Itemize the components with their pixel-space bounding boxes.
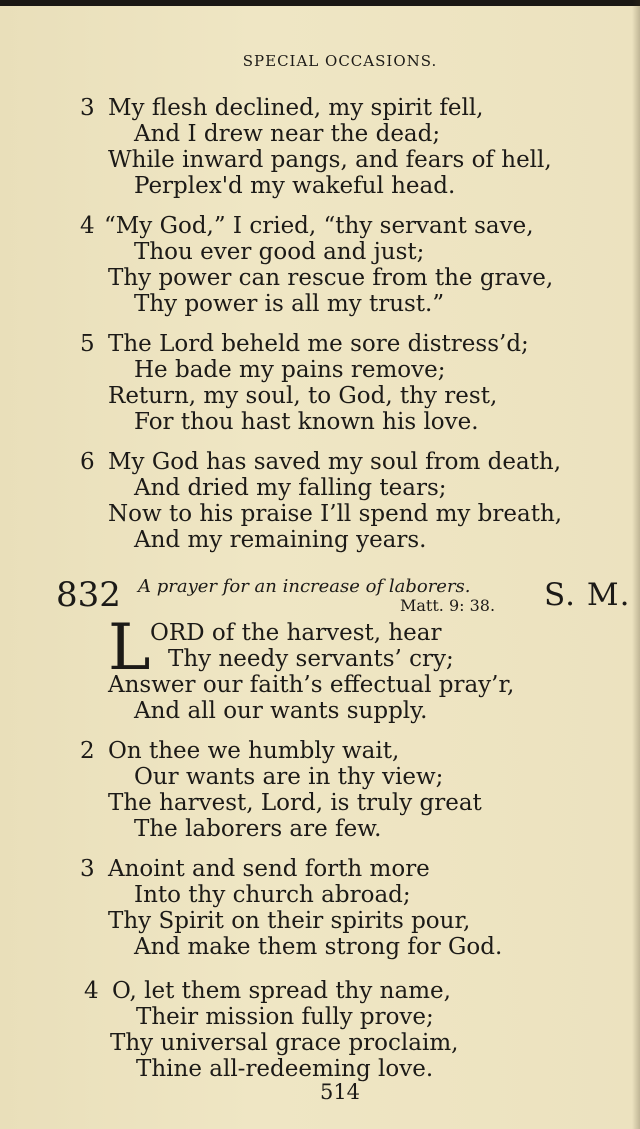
verse-line: The harvest, Lord, is truly great	[108, 790, 482, 816]
verse-line: Thy power is all my trust.”	[134, 291, 445, 317]
page-number: 514	[319, 1080, 361, 1104]
verse-line: And dried my falling tears;	[134, 475, 447, 501]
verse-line: Perplex'd my wakeful head.	[134, 173, 456, 199]
drop-cap: L	[108, 611, 151, 685]
verse-line: Our wants are in thy view;	[134, 764, 444, 790]
scripture-reference: Matt. 9: 38.	[400, 596, 496, 615]
verse-line: My flesh declined, my spirit fell,	[108, 95, 484, 121]
verse-line: And my remaining years.	[134, 527, 427, 553]
verse-line: “My God,” I cried, “thy servant save,	[104, 213, 534, 239]
verse-line: While inward pangs, and fears of hell,	[108, 147, 552, 173]
verse-line: The Lord beheld me sore distress’d;	[108, 331, 529, 357]
verse-line: He bade my pains remove;	[134, 357, 446, 383]
verse-number: 5	[80, 331, 95, 357]
verse-line: The laborers are few.	[134, 816, 382, 842]
page-right-edge	[632, 0, 640, 1129]
verse-line: Thine all-redeeming love.	[136, 1056, 434, 1082]
verse-line: On thee we humbly wait,	[108, 738, 400, 764]
hymn-meter: S. M.	[544, 577, 631, 613]
verse-number: 3	[80, 856, 95, 882]
verse-number: 3	[80, 95, 95, 121]
running-header: SPECIAL OCCASIONS.	[242, 52, 438, 70]
verse-line: Thy needy servants’ cry;	[168, 646, 454, 672]
verse-number: 4	[84, 978, 99, 1004]
verse-line: And I drew near the dead;	[134, 121, 441, 147]
verse-line: Now to his praise I’ll spend my breath,	[108, 501, 563, 527]
hymn-title: A prayer for an increase of laborers.	[138, 576, 471, 597]
verse-line: Thy Spirit on their spirits pour,	[108, 908, 471, 934]
verse-line: O, let them spread thy name,	[112, 978, 451, 1004]
verse-line: And all our wants supply.	[134, 698, 428, 724]
verse-line: Return, my soul, to God, thy rest,	[108, 383, 498, 409]
verse-number: 6	[80, 449, 95, 475]
verse-line: Into thy church abroad;	[134, 882, 411, 908]
verse-line: For thou hast known his love.	[134, 409, 479, 435]
verse-line: Answer our faith’s effectual pray’r,	[108, 672, 515, 698]
verse-line: Their mission fully prove;	[136, 1004, 434, 1030]
verse-line: My God has saved my soul from death,	[108, 449, 562, 475]
verse-line: Thou ever good and just;	[134, 239, 425, 265]
verse-line: Thy universal grace proclaim,	[110, 1030, 459, 1056]
verse-number: 4	[80, 213, 95, 239]
verse-line: Thy power can rescue from the grave,	[108, 265, 554, 291]
verse-line: Anoint and send forth more	[108, 856, 430, 882]
verse-line: And make them strong for God.	[134, 934, 503, 960]
verse-number: 2	[80, 738, 95, 764]
verse-line: ORD of the harvest, hear	[150, 620, 442, 646]
page-top-edge	[0, 0, 640, 6]
hymn-number: 832	[56, 575, 121, 615]
